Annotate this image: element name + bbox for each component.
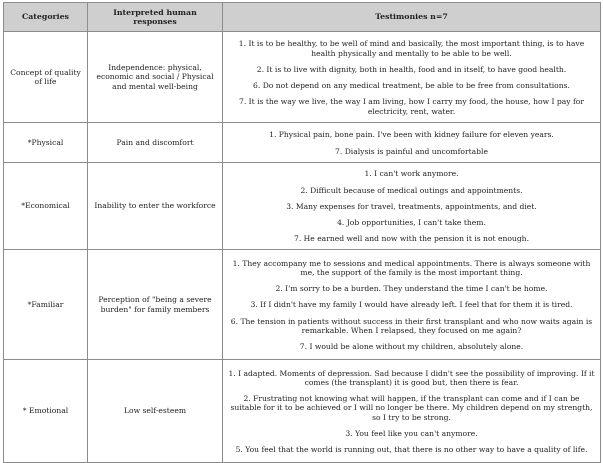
category-cell: *Physical — [4, 123, 88, 163]
table-row — [4, 123, 601, 163]
testimony: 4. Job opportunities, I can't take them. — [337, 218, 486, 228]
table-row — [4, 360, 601, 463]
category-cell: *Economical — [4, 163, 88, 250]
testimonies-cell — [223, 32, 601, 123]
category-cell: *Familiar — [4, 250, 88, 360]
testimony: 7. It is the way we live, the way I am living, how I carry my food, the house, how I pay for electricity, rent, water. — [238, 97, 584, 116]
testimony: 3. Many expenses for travel, treatments, appointments, and diet. — [286, 201, 537, 211]
testimonies-cell — [223, 163, 601, 250]
category-cell: Concept of quality of life — [4, 32, 88, 123]
response-cell: Perception of "being a severe burden" for family members — [88, 250, 223, 360]
testimony: 1. They accompany me to sessions and medical appointments. There is always someone with me, the support of the family is the most important thing. — [232, 258, 591, 277]
testimonies-cell — [223, 123, 601, 163]
testimony: 7. I would be alone without my children, absolutely alone. — [299, 342, 524, 352]
testimony: 6. Do not depend on any medical treatment, be able to be free from consultations. — [253, 81, 570, 90]
testimony: 3. If I didn't have my family I would have already left. I feel that for them it is tired. — [250, 300, 573, 310]
header-categories: Categories — [4, 3, 88, 32]
header-interpreted-responses: Interpreted human responses — [88, 3, 223, 32]
testimony: 1. I adapted. Moments of depression. Sad because I didn't see the possibility of improving. If it comes (the transplant) it is good but, then there is fear. — [228, 368, 595, 387]
category-cell: * Emotional — [4, 360, 88, 463]
testimony: 2. I'm sorry to be a burden. They understand the time I can't be home. — [275, 284, 548, 294]
response-cell: Inability to enter the workforce — [88, 163, 223, 250]
testimony: 1. I can't work anymore. — [364, 169, 459, 179]
table-row — [4, 163, 601, 250]
response-cell: Pain and discomfort — [88, 123, 223, 163]
testimony: 3. You feel like you can't anymore. — [345, 428, 478, 438]
response-cell: Low self-esteem — [88, 360, 223, 463]
table-row — [4, 250, 601, 360]
header-testimonies: Testimonies n=7 — [223, 3, 601, 32]
testimony: 1. It is to be healthy, to be well of mind and basically, the most important thing, is to have health physically and mentally to be able to be well. — [238, 39, 585, 58]
testimony: 2. Difficult because of medical outings and appointments. — [300, 185, 523, 195]
testimonies-cell — [223, 360, 601, 463]
testimonies-table-container — [3, 2, 600, 463]
testimony: 7. Dialysis is painful and uncomfortable — [335, 146, 488, 156]
testimonies-table — [3, 2, 601, 463]
table-row — [4, 32, 601, 123]
testimony: 2. It is to live with dignity, both in health, food and in itself, to have good health. — [256, 64, 567, 74]
testimony: 7. He earned well and now with the pension it is not enough. — [294, 234, 529, 244]
testimony: 5. You feel that the world is running out, that there is no other way to have a quality of life. — [235, 445, 588, 455]
testimony: 2. Frustrating not knowing what will happen, if the transplant can come and if I can be suitable for it to be achieved or I will no longer be there. My children depend on my strength, so I try to be strong. — [230, 394, 593, 422]
testimony: 1. Physical pain, bone pain. I've been with kidney failure for eleven years. — [269, 130, 554, 140]
testimonies-cell — [223, 250, 601, 360]
header-row — [4, 3, 601, 32]
testimony: 6. The tension in patients without success in their first transplant and who now waits again is remarkable. When I relapsed, they focused on me again? — [230, 316, 593, 335]
response-cell: Independence: physical, economic and social / Physical and mental well-being — [88, 32, 223, 123]
